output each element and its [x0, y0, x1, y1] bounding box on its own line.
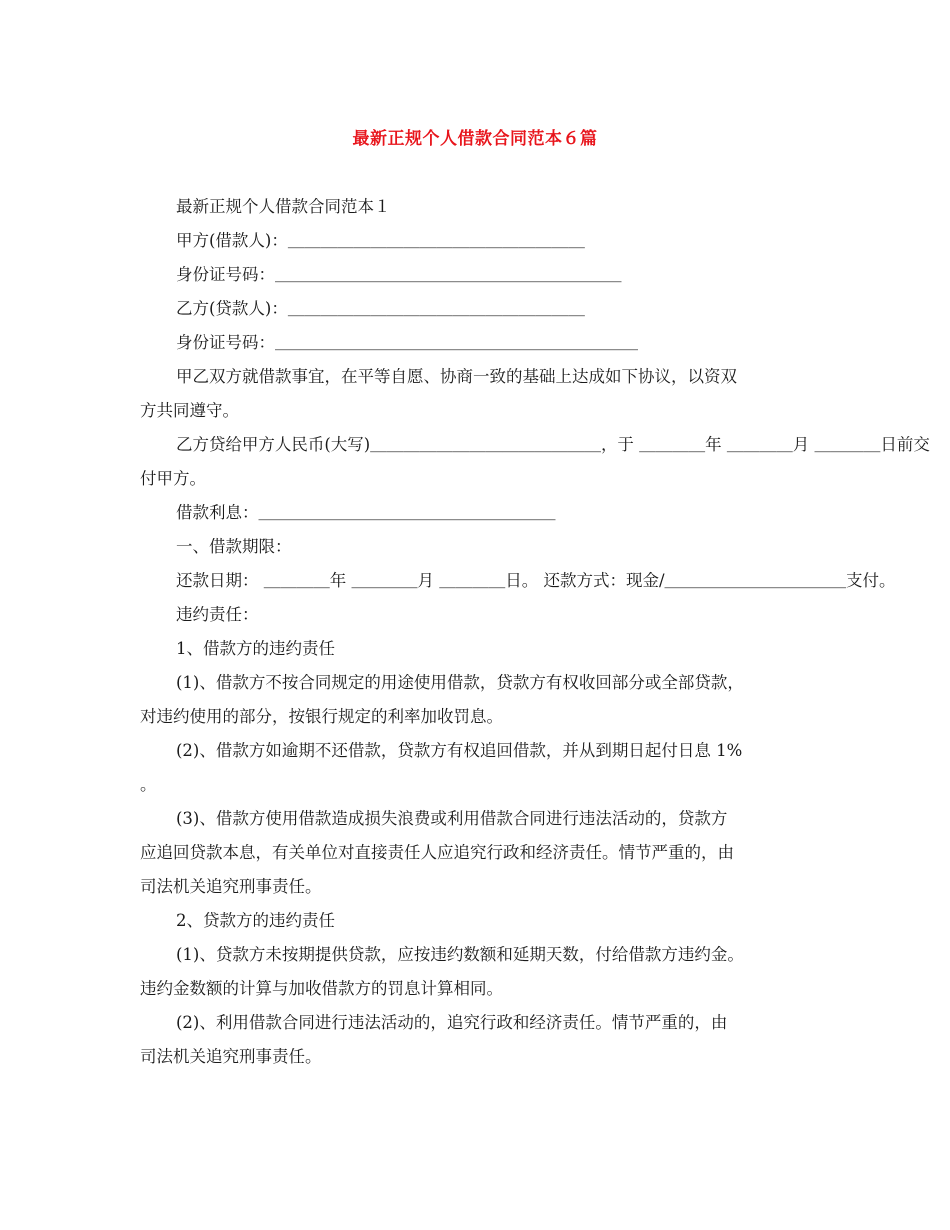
section-heading: 最新正规个人借款合同范本１: [176, 197, 391, 216]
section-heading: 违约责任：: [176, 605, 259, 624]
paragraph-line: 甲乙双方就借款事宜，在平等自愿、协商一致的基础上达成如下协议，以资双: [176, 367, 737, 386]
clause-line: (1)、借款方不按合同规定的用途使用借款，贷款方有权收回部分或全部贷款，: [176, 673, 744, 692]
loan-amount-line: 乙方贷给甲方人民币(大写)＿＿＿＿＿＿＿＿＿＿＿＿＿＿，于 ＿＿＿＿年 ＿＿＿＿月 ＿＿＿＿日前交: [176, 435, 930, 454]
clause-line: 违约金数额的计算与加收借款方的罚息计算相同。: [140, 979, 503, 998]
clause-line: 司法机关追究刑事责任。: [140, 1047, 322, 1066]
borrower-field: 甲方(借款人)：＿＿＿＿＿＿＿＿＿＿＿＿＿＿＿＿＿＿: [176, 231, 585, 250]
repayment-line: 还款日期： ＿＿＿＿年 ＿＿＿＿月 ＿＿＿＿日。 还款方式：现金/＿＿＿＿＿＿＿＿＿＿＿支付。: [176, 571, 896, 590]
subsection-heading: 2、贷款方的违约责任: [176, 911, 335, 930]
section-heading: 一、借款期限：: [176, 537, 292, 556]
paragraph-line: 方共同遵守。: [140, 401, 239, 420]
clause-line: (1)、贷款方未按期提供贷款，应按违约数额和延期天数，付给借款方违约金。: [176, 945, 744, 964]
borrower-id-field: 身份证号码：＿＿＿＿＿＿＿＿＿＿＿＿＿＿＿＿＿＿＿＿＿: [176, 265, 622, 284]
subsection-heading: 1、借款方的违约责任: [176, 639, 335, 658]
paragraph-line: 付甲方。: [140, 469, 206, 488]
clause-line: (2)、利用借款合同进行违法活动的，追究行政和经济责任。情节严重的，由: [176, 1013, 728, 1032]
clause-line: 。: [140, 775, 157, 794]
lender-field: 乙方(贷款人)：＿＿＿＿＿＿＿＿＿＿＿＿＿＿＿＿＿＿: [176, 299, 585, 318]
interest-field: 借款利息：＿＿＿＿＿＿＿＿＿＿＿＿＿＿＿＿＿＿: [176, 503, 556, 522]
clause-line: 司法机关追究刑事责任。: [140, 877, 322, 896]
document-title: 最新正规个人借款合同范本６篇: [352, 129, 598, 149]
clause-line: 对违约使用的部分，按银行规定的利率加收罚息。: [140, 707, 503, 726]
clause-line: 应追回贷款本息，有关单位对直接责任人应追究行政和经济责任。情节严重的，由: [140, 843, 734, 862]
lender-id-field: 身份证号码：＿＿＿＿＿＿＿＿＿＿＿＿＿＿＿＿＿＿＿＿＿＿: [176, 333, 638, 352]
clause-line: (2)、借款方如逾期不还借款，贷款方有权追回借款，并从到期日起付日息 1%: [176, 741, 743, 760]
clause-line: (3)、借款方使用借款造成损失浪费或利用借款合同进行违法活动的，贷款方: [176, 809, 728, 828]
